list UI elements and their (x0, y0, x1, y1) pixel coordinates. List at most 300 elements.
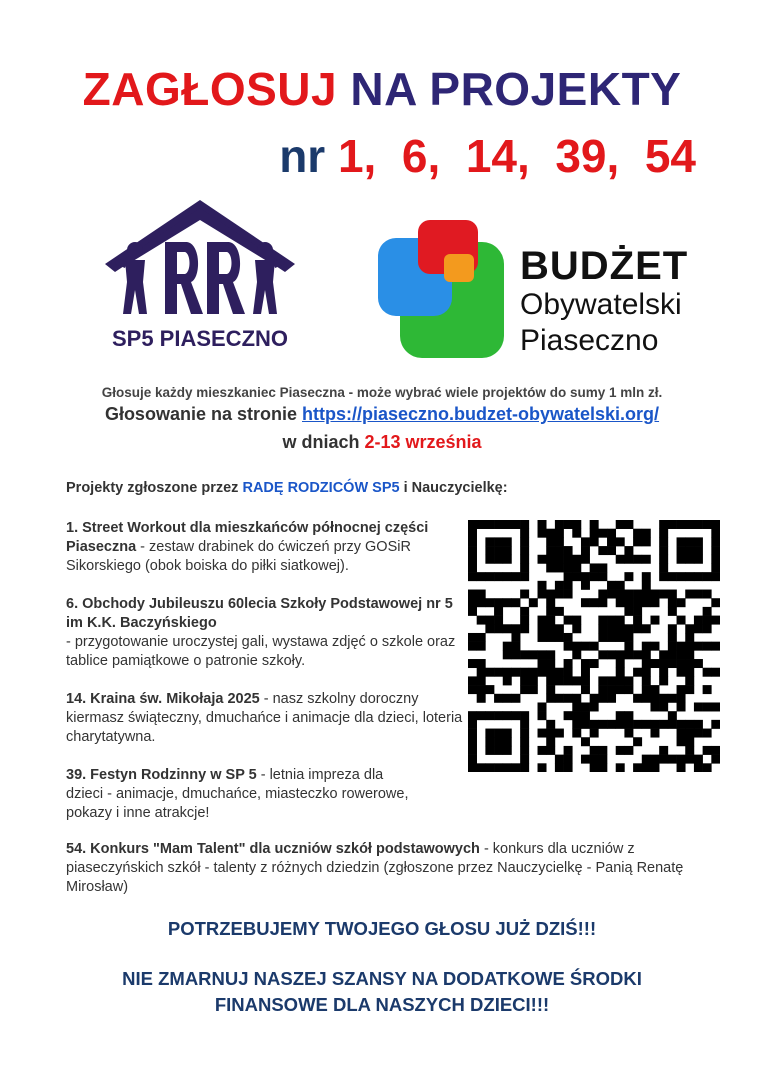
qr-module (555, 537, 564, 546)
qr-module (677, 616, 686, 625)
voting-link[interactable]: https://piaseczno.budzet-obywatelski.org/ (302, 404, 660, 424)
qr-module (477, 668, 486, 677)
qr-module (711, 555, 720, 564)
qr-module (607, 616, 616, 625)
qr-module (659, 746, 668, 755)
qr-module (624, 590, 633, 599)
qr-module (546, 607, 555, 616)
qr-module (642, 529, 651, 538)
qr-module (520, 624, 529, 633)
qr-module (485, 520, 494, 529)
qr-module (607, 720, 616, 729)
qr-module (538, 624, 547, 633)
qr-module (703, 572, 712, 581)
qr-module (616, 676, 625, 685)
qr-module (538, 616, 547, 625)
qr-module (703, 746, 712, 755)
qr-module (677, 763, 686, 772)
qr-module (494, 624, 503, 633)
budzet-line2: Obywatelski (520, 288, 682, 321)
qr-module (485, 572, 494, 581)
qr-module (503, 598, 512, 607)
qr-module (694, 702, 703, 711)
qr-module (711, 668, 720, 677)
qr-module (581, 737, 590, 746)
project-desc: - zestaw drabinek do ćwiczeń przy GOSiR Sikorskiego (obok boiska do piłki siatkowej). (66, 539, 411, 574)
qr-module (711, 755, 720, 764)
qr-module (650, 685, 659, 694)
qr-module (494, 546, 503, 555)
projects-heading (66, 480, 508, 496)
info-line3-prefix: w dniach (282, 432, 360, 452)
page-title (0, 63, 764, 115)
qr-module (468, 755, 477, 764)
qr-code[interactable] (468, 520, 720, 772)
qr-module (659, 720, 668, 729)
qr-module (494, 737, 503, 746)
qr-module (590, 702, 599, 711)
qr-module (468, 711, 477, 720)
qr-module (668, 590, 677, 599)
qr-module (624, 746, 633, 755)
qr-module (677, 702, 686, 711)
qr-module (659, 563, 668, 572)
qr-module (494, 746, 503, 755)
qr-module (485, 537, 494, 546)
qr-module (468, 763, 477, 772)
qr-module (711, 563, 720, 572)
qr-module (572, 694, 581, 703)
qr-module (564, 572, 573, 581)
qr-module (538, 633, 547, 642)
qr-module (581, 546, 590, 555)
qr-module (468, 642, 477, 651)
qr-module (703, 702, 712, 711)
qr-module (546, 685, 555, 694)
qr-module (694, 537, 703, 546)
qr-module (546, 598, 555, 607)
qr-module (564, 633, 573, 642)
qr-module (564, 763, 573, 772)
qr-module (624, 633, 633, 642)
qr-module (546, 694, 555, 703)
qr-module (624, 685, 633, 694)
qr-module (503, 763, 512, 772)
qr-module (650, 702, 659, 711)
qr-module (581, 711, 590, 720)
qr-code-graphic (468, 520, 720, 772)
qr-module (572, 616, 581, 625)
qr-module (659, 590, 668, 599)
qr-module (703, 616, 712, 625)
qr-module (581, 659, 590, 668)
voting-dates: 2-13 września (364, 432, 482, 452)
sp5-logo (95, 198, 305, 358)
qr-module (477, 616, 486, 625)
qr-module (642, 755, 651, 764)
qr-module (511, 572, 520, 581)
qr-module (607, 624, 616, 633)
qr-module (564, 711, 573, 720)
qr-module (477, 590, 486, 599)
qr-module (659, 546, 668, 555)
qr-module (485, 763, 494, 772)
qr-module (564, 755, 573, 764)
qr-module (711, 702, 720, 711)
qr-module (685, 685, 694, 694)
qr-module (494, 607, 503, 616)
list-item (66, 690, 466, 747)
qr-module (633, 737, 642, 746)
qr-module (642, 763, 651, 772)
qr-module (590, 720, 599, 729)
qr-module (511, 624, 520, 633)
qr-module (538, 590, 547, 599)
qr-module (572, 529, 581, 538)
qr-module (624, 624, 633, 633)
qr-module (590, 563, 599, 572)
qr-module (616, 555, 625, 564)
qr-module (581, 642, 590, 651)
qr-module (538, 729, 547, 738)
qr-module (598, 598, 607, 607)
qr-module (581, 702, 590, 711)
qr-module (503, 668, 512, 677)
project-title: 39. Festyn Rodzinny w SP 5 (66, 767, 257, 783)
qr-module (555, 694, 564, 703)
qr-module (668, 607, 677, 616)
qr-module (659, 755, 668, 764)
qr-module (546, 650, 555, 659)
qr-module (468, 685, 477, 694)
qr-module (468, 520, 477, 529)
qr-module (694, 659, 703, 668)
qr-module (564, 555, 573, 564)
info-line1: Głosuje każdy mieszkaniec Piaseczna - może wybrać wiele projektów do sumy 1 mln zł. (101, 385, 663, 400)
qr-module (520, 546, 529, 555)
qr-module (598, 633, 607, 642)
project-desc: - letnia impreza dla dzieci - animacje, dmuchańce, miasteczko rowerowe, pokazy i inne atrakcje! (66, 767, 409, 821)
qr-module (511, 694, 520, 703)
qr-module (633, 555, 642, 564)
qr-module (694, 729, 703, 738)
qr-module (564, 563, 573, 572)
qr-module (529, 685, 538, 694)
qr-module (624, 598, 633, 607)
qr-module (555, 520, 564, 529)
qr-module (711, 616, 720, 625)
qr-module (685, 590, 694, 599)
qr-module (590, 746, 599, 755)
qr-module (468, 555, 477, 564)
qr-module (694, 720, 703, 729)
qr-module (633, 720, 642, 729)
qr-module (685, 737, 694, 746)
qr-module (598, 755, 607, 764)
qr-module (677, 720, 686, 729)
qr-module (624, 572, 633, 581)
qr-module (538, 746, 547, 755)
qr-module (642, 555, 651, 564)
qr-module (555, 633, 564, 642)
qr-module (616, 659, 625, 668)
qr-module (598, 676, 607, 685)
qr-module (564, 746, 573, 755)
qr-module (538, 702, 547, 711)
qr-module (694, 546, 703, 555)
qr-module (572, 520, 581, 529)
qr-module (590, 642, 599, 651)
cta-line2: NIE ZMARNUJ NASZEJ SZANSY NA DODATKOWE ŚRODKI (122, 968, 642, 989)
qr-module (668, 755, 677, 764)
project-desc: - przygotowanie uroczystej gali, wystawa zdjęć o szkole oraz tablice pamiątkowe o patronie szkoły. (66, 634, 456, 669)
qr-module (642, 685, 651, 694)
qr-module (703, 668, 712, 677)
qr-module (650, 642, 659, 651)
qr-module (564, 546, 573, 555)
qr-module (485, 668, 494, 677)
qr-module (546, 746, 555, 755)
qr-module (642, 572, 651, 581)
cta-block (0, 966, 764, 1018)
qr-module (546, 659, 555, 668)
qr-module (642, 720, 651, 729)
qr-module (668, 650, 677, 659)
qr-module (546, 616, 555, 625)
qr-module (494, 555, 503, 564)
qr-module (572, 711, 581, 720)
qr-module (529, 650, 538, 659)
sp5-logo-graphic (95, 198, 305, 358)
qr-module (503, 737, 512, 746)
qr-module (520, 529, 529, 538)
qr-module (581, 598, 590, 607)
qr-module (546, 529, 555, 538)
qr-module (703, 607, 712, 616)
numbers-prefix: nr (279, 130, 326, 182)
qr-module (477, 676, 486, 685)
qr-module (633, 529, 642, 538)
qr-module (590, 537, 599, 546)
qr-module (668, 642, 677, 651)
qr-module (503, 642, 512, 651)
cta-line1: POTRZEBUJEMY TWOJEGO GŁOSU JUŻ DZIŚ!!! (167, 918, 597, 939)
qr-module (598, 685, 607, 694)
qr-module (511, 598, 520, 607)
qr-module (677, 659, 686, 668)
qr-module (607, 529, 616, 538)
qr-module (511, 763, 520, 772)
qr-module (468, 659, 477, 668)
qr-module (703, 590, 712, 599)
qr-module (668, 694, 677, 703)
qr-module (477, 520, 486, 529)
qr-module (503, 650, 512, 659)
qr-module (677, 694, 686, 703)
qr-module (659, 694, 668, 703)
qr-module (494, 668, 503, 677)
qr-module (590, 520, 599, 529)
qr-module (564, 668, 573, 677)
qr-module (633, 616, 642, 625)
qr-module (494, 616, 503, 625)
qr-module (677, 546, 686, 555)
qr-module (572, 676, 581, 685)
qr-module (572, 650, 581, 659)
qr-module (659, 668, 668, 677)
qr-module (590, 529, 599, 538)
budzet-logo-graphic (378, 220, 508, 360)
qr-module (494, 763, 503, 772)
qr-module (668, 720, 677, 729)
qr-module (685, 755, 694, 764)
qr-module (694, 642, 703, 651)
qr-module (659, 529, 668, 538)
qr-module (694, 763, 703, 772)
qr-module (546, 737, 555, 746)
qr-module (503, 746, 512, 755)
qr-module (564, 694, 573, 703)
qr-module (650, 694, 659, 703)
qr-module (624, 711, 633, 720)
qr-module (633, 598, 642, 607)
project-numbers (279, 130, 696, 182)
qr-module (520, 763, 529, 772)
qr-module (598, 763, 607, 772)
qr-module (572, 555, 581, 564)
qr-module (485, 598, 494, 607)
qr-module (590, 659, 599, 668)
list-item (66, 519, 466, 576)
qr-module (685, 720, 694, 729)
qr-module (520, 650, 529, 659)
qr-module (607, 694, 616, 703)
qr-module (659, 659, 668, 668)
qr-module (520, 563, 529, 572)
qr-module (546, 729, 555, 738)
qr-module (633, 694, 642, 703)
qr-module (477, 711, 486, 720)
qr-module (581, 720, 590, 729)
qr-module (650, 590, 659, 599)
qr-module (468, 607, 477, 616)
qr-module (468, 572, 477, 581)
qr-module (598, 616, 607, 625)
qr-module (694, 616, 703, 625)
qr-module (668, 624, 677, 633)
qr-module (668, 572, 677, 581)
qr-module (659, 650, 668, 659)
qr-module (624, 555, 633, 564)
qr-module (503, 676, 512, 685)
qr-module (572, 729, 581, 738)
qr-module (685, 729, 694, 738)
qr-module (555, 763, 564, 772)
qr-module (685, 555, 694, 564)
qr-module (685, 746, 694, 755)
qr-module (520, 555, 529, 564)
qr-module (581, 755, 590, 764)
qr-module (694, 624, 703, 633)
qr-module (650, 729, 659, 738)
qr-module (564, 642, 573, 651)
qr-module (529, 668, 538, 677)
qr-module (538, 555, 547, 564)
qr-module (555, 590, 564, 599)
qr-module (529, 676, 538, 685)
qr-module (642, 598, 651, 607)
qr-module (711, 537, 720, 546)
qr-module (624, 650, 633, 659)
list-item (66, 840, 706, 897)
qr-module (555, 563, 564, 572)
qr-module (607, 581, 616, 590)
qr-module (616, 650, 625, 659)
qr-module (494, 572, 503, 581)
qr-module (642, 642, 651, 651)
qr-module (590, 572, 599, 581)
qr-module (494, 598, 503, 607)
qr-module (538, 581, 547, 590)
qr-module (520, 607, 529, 616)
qr-module (703, 642, 712, 651)
qr-module (546, 537, 555, 546)
qr-module (642, 581, 651, 590)
qr-module (633, 537, 642, 546)
qr-module (581, 537, 590, 546)
qr-module (477, 633, 486, 642)
info-line2 (0, 404, 764, 425)
qr-module (590, 755, 599, 764)
qr-module (468, 729, 477, 738)
qr-module (546, 633, 555, 642)
qr-module (694, 520, 703, 529)
qr-module (598, 546, 607, 555)
qr-module (503, 537, 512, 546)
qr-module (468, 676, 477, 685)
project-desc: - nasz szkolny doroczny kiermasz świąteczny, dmuchańce i animacje dla dzieci, loteria charytatywna. (66, 691, 463, 745)
qr-module (598, 624, 607, 633)
qr-module (616, 537, 625, 546)
qr-module (538, 668, 547, 677)
list-item (66, 766, 411, 823)
qr-module (650, 755, 659, 764)
qr-module (477, 598, 486, 607)
qr-module (572, 720, 581, 729)
project-list (66, 519, 466, 842)
qr-module (477, 572, 486, 581)
qr-module (677, 737, 686, 746)
qr-module (650, 616, 659, 625)
qr-module (503, 520, 512, 529)
qr-module (581, 685, 590, 694)
qr-module (529, 598, 538, 607)
qr-module (633, 607, 642, 616)
qr-module (659, 520, 668, 529)
qr-module (468, 590, 477, 599)
qr-module (616, 668, 625, 677)
qr-module (538, 520, 547, 529)
qr-module (677, 685, 686, 694)
qr-module (511, 642, 520, 651)
qr-module (711, 572, 720, 581)
qr-module (546, 668, 555, 677)
qr-module (503, 624, 512, 633)
qr-module (546, 546, 555, 555)
qr-module (642, 694, 651, 703)
qr-module (624, 642, 633, 651)
qr-module (538, 711, 547, 720)
